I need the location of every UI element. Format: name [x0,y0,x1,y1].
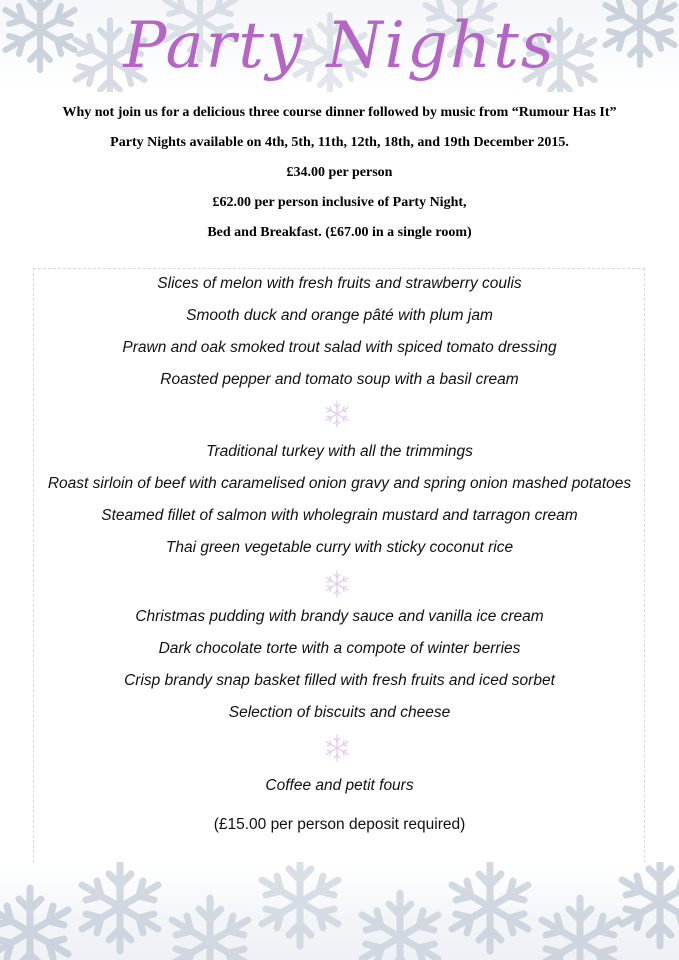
price-per-person: £34.00 per person [286,165,393,180]
deposit-note: (£15.00 per person deposit required) [213,816,466,833]
list-item: Roasted pepper and tomato soup with a basil cream [160,371,519,388]
coffee-line: Coffee and petit fours [265,777,414,794]
list-item: Steamed fillet of salmon with wholegrain mustard and tarragon cream [101,507,578,524]
snowflake-icon [0,862,679,960]
snowflake-icon [322,396,352,432]
snowflake-icon [322,730,352,766]
list-item: Selection of biscuits and cheese [228,704,451,721]
mains-list [0,436,679,564]
snowflake-icon [322,566,352,602]
package-price-line1: £62.00 per person inclusive of Party Night, [212,195,467,210]
starters-list [0,268,679,396]
list-item: Roast sirloin of beef with caramelised onion gravy and spring onion mashed potatoes [47,475,632,492]
list-item: Smooth duck and orange pâté with plum jam [186,307,493,324]
list-item: Crisp brandy snap basket filled with fresh fruits and iced sorbet [124,672,555,689]
list-item: Christmas pudding with brandy sauce and vanilla ice cream [135,608,544,625]
top-snowflake-band [0,0,679,92]
desserts-list [0,601,679,729]
package-price-line2: Bed and Breakfast. (£67.00 in a single room) [207,225,472,240]
list-item: Prawn and oak smoked trout salad with spiced tomato dressing [122,339,557,356]
page-title: Party Nights [123,9,556,83]
coffee-line-wrap [0,770,679,802]
list-item: Traditional turkey with all the trimmings [206,443,473,460]
intro-block [0,100,679,250]
dates-line: Party Nights available on 4th, 5th, 11th, 12th, 18th, and 19th December 2015. [110,135,569,150]
list-item: Slices of melon with fresh fruits and strawberry coulis [157,275,522,292]
intro-line: Why not join us for a delicious three course dinner followed by music from “Rumour Has It” [62,105,617,120]
list-item: Dark chocolate torte with a compote of winter berries [158,640,521,657]
list-item: Thai green vegetable curry with sticky coconut rice [165,539,514,556]
bottom-snowflake-band [0,862,679,960]
